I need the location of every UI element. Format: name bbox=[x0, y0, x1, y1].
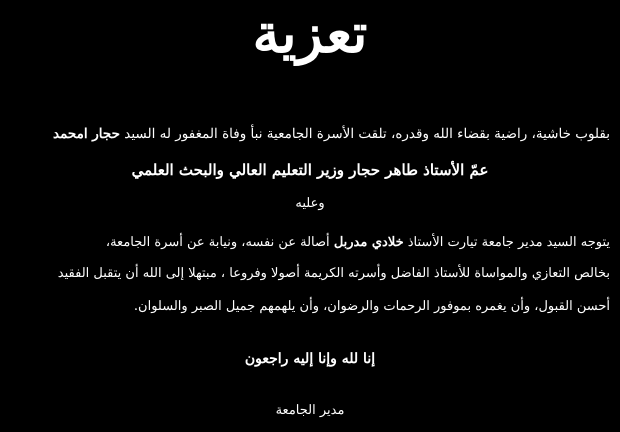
transition-word: وعليه bbox=[295, 196, 325, 211]
verse-line: إنا لله وإنا إليه راجعون bbox=[244, 351, 376, 367]
director-outro: أصالة عن نفسه، ونيابة عن أسرة الجامعة، bbox=[105, 235, 334, 250]
announcement-text: بقلوب خاشية، راضية بقضاء الله وقدره، تلقت الأسرة الجامعية نبأ وفاة المغفور له السيد bbox=[119, 126, 610, 142]
deceased-name: حجار امحمد bbox=[53, 126, 120, 142]
director-line bbox=[8, 236, 610, 249]
director-intro: يتوجه السيد مدير جامعة تيارت الأستاذ bbox=[403, 235, 610, 250]
signature: مدير الجامعة bbox=[275, 403, 345, 418]
prayer-line: أحسن القبول، وأن يغمره بموفور الرحمات والرضوان، وأن يلهمهم جميل الصبر والسلوان. bbox=[133, 299, 610, 314]
relation-line: عمّ الأستاذ طاهر حجار وزير التعليم العالي والبحث العلمي bbox=[131, 161, 489, 179]
page-title: تعزية bbox=[252, 1, 368, 65]
condolences-line: بخالص التعازي والمواساة للأستاذ الفاضل وأسرته الكريمة أصولا وفروعا ، مبتهلا إلى الله أن يتقبل الفقيد bbox=[57, 266, 610, 281]
announcement-line bbox=[8, 128, 610, 142]
director-name: خلادي مدربل bbox=[333, 235, 404, 250]
